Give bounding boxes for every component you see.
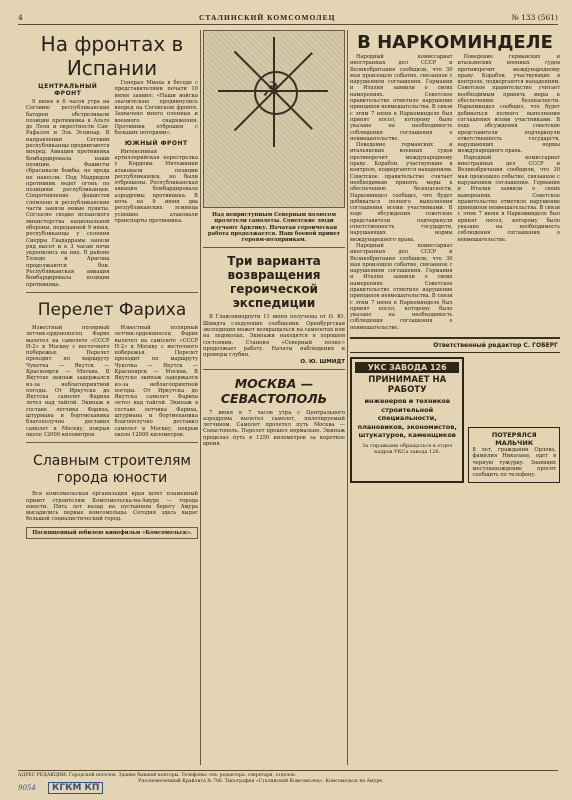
- page-number: 4: [18, 12, 23, 22]
- divider: [26, 292, 198, 293]
- illustration-caption: Над неприступным Северным полюсом пролетели самолеты. Советские люди изучают Арктику. Начатая героическая работа продолжается. Наш боевой привет героям-полярникам.: [207, 212, 341, 244]
- variants-signature: О. Ю. ШМИДТ: [300, 358, 345, 365]
- lost-notice-title: ПОТЕРЯЛСЯ МАЛЬЧИК: [491, 431, 537, 448]
- flight-text: Известный полярный летчик-орденоносец Фарих вылетел на самолете «СССР Н-2» в Москву с восточного побережья. Перелет проходит по маршруту Чукотка — Якутск — Красноярск — Москва. В Якутске экипаж задержался из-за неблагоприятной погоды. От Иркутска до Якутска самолет Фариха летел над тайгой. Экипаж в составе летчика Фариха, штурмана и бортмеханика благополучно доставил самолет в Москву, покрыв около 12000 километров.: [114, 324, 198, 438]
- front-subhead: ЦЕНТРАЛЬНЫЙ ФРОНТ: [38, 83, 98, 97]
- hiring-ad-title: УКС ЗАВОДА 126: [355, 362, 459, 373]
- narkom-text: Поведение германских и итальянских военных судов противоречит международному праву. Корабли, участвующие в контроле, подвергаются нападениям. Советское правительство считает необходимым принять меры к обеспечению безопасности. Наркоминдел сообщил, что будет добиваться полного выполнения соглашения всеми участниками. В ходе обсуждения советские представители подчеркнули ответственность государств, нарушающих нормы международного права.: [350, 142, 453, 243]
- spain-text: Генерал Миаха в беседе с представителями печати 10 июня заявил: «Наши войска значительно продвинулись вперед на Сеговском фронте. Захвачено много пленных и военного снаряжения. Противник отброшен с больших потерями».: [114, 80, 198, 137]
- front-subhead: ЮЖНЫЙ ФРОНТ: [124, 139, 188, 147]
- lost-notice-body: 8 лет, гражданин Орлова, фамилия Николаев, одет в черную тужурку. Знающих местонахождение просят сообщить по телефону.: [472, 447, 556, 479]
- column-rule: [347, 30, 348, 765]
- footer-print-info: Уполномоченный Крайлита № 786. Типография «Сталинский Комсомолец». Комсомольск на Амуре.: [138, 779, 384, 784]
- footer-address: АДРЕС РЕДАКЦИИ: Городской поселок. Здание бывшей конторы. Телефоны: отв. редактора, секретаря, отделов.: [18, 773, 297, 778]
- divider: [26, 442, 198, 443]
- hiring-ad-contact: За справками обращаться в отдел кадров УКСа завода 126.: [362, 442, 453, 455]
- archive-stamp: КГКМ КП: [48, 782, 103, 794]
- flight-article: [26, 325, 198, 438]
- spain-article: [26, 80, 198, 288]
- divider: [203, 247, 345, 248]
- variants-headline: Три варианта возвращения героической экспедиции: [227, 254, 321, 311]
- moscow-text: 7 июня в 7 часов утра с Центрального аэродрома вылетел самолет, пилотируемый летчиком. Самолет пролетел путь Москва — Севастополь. Перелет прошел нормально. Экипаж проделал путь в 1250 километров за короткое время.: [203, 409, 345, 448]
- spain-text: Интенсивная артиллерийская перестрелка у Кордовы. Мятежники атаковали позиции республиканцев, но были отброшены. Республиканская авиация бомбардировала аэродромы противника. В ночь на 9 июня два республиканских эсминца успешно атаковали транспорты противника.: [114, 148, 198, 224]
- narkom-text: Поведение германских и итальянских военных судов противоречит международному праву. Корабли, участвующие в контроле, подвергаются нападениям. Советское правительство считает необходимым принять меры к обеспечению безопасности. Наркоминдел сообщил, что будет добиваться полного выполнения соглашения всеми участниками. В ходе обсуждения советские представители подчеркнули ответственность государств, нарушающих нормы международного права.: [457, 54, 560, 155]
- narkom-article: [350, 54, 560, 331]
- hiring-ad-body: инженеров и техников строительной специальности, плановиков, экономистов, штукатуров, каменщиков: [357, 397, 457, 440]
- builders-text: Вся комсомольская организация края шлет пламенный привет строителям Комсомольска-на-Амуре — города юности. Пять лет назад на пустынном берегу Амура высадились первые комсомольцы. Сегодня здесь вырос большой социалистический город.: [26, 491, 198, 523]
- builders-headline: Славным строителям города юности: [33, 453, 191, 487]
- newspaper-name: СТАЛИНСКИЙ КОМСОМОЛЕЦ: [198, 12, 336, 22]
- spain-headline: На фронтах в Испании: [40, 32, 184, 80]
- moscow-headline: МОСКВА — СЕВАСТОПОЛЬ: [220, 375, 328, 406]
- hiring-ad-headline: ПРИНИМАЕТ НА РАБОТУ: [368, 375, 447, 396]
- page-header: [18, 10, 558, 25]
- kino-note: Посвященный юбилею кинофильм «Комсомольск».: [26, 527, 198, 539]
- right-column: [350, 30, 560, 483]
- divider: [203, 369, 345, 370]
- arctic-illustration: [203, 30, 345, 208]
- lost-boy-notice: [468, 427, 560, 482]
- narkom-headline: В НАРКОМИНДЕЛЕ: [357, 32, 553, 53]
- column-rule: [200, 30, 201, 765]
- middle-column: [203, 30, 345, 447]
- flight-text: Известный полярный летчик-орденоносец Фарих вылетел на самолете «СССР Н-2» в Москву с восточного побережья. Перелет проходит по маршруту Чукотка — Якутск — Красноярск — Москва. В Якутске экипаж задержался из-за неблагоприятной погоды. От Иркутска до Якутска самолет Фариха летел над тайгой. Экипаж в составе летчика Фариха, штурмана и бортмеханика благополучно доставил самолет в Москву, покрыв около 12000 километров.: [26, 324, 110, 438]
- ads-row: [350, 357, 560, 482]
- variants-text: В Главсевморпути 11 июня получены от О. Ю. Шмидта следующие сообщения. Оренбургская экспедиция может возвращаться на самолетах или на ледоколах. Экипажи находятся в хорошем состоянии. Станция «Северный полюс» продолжает работу. Начаты наблюдения и промеры глубин.: [203, 314, 345, 359]
- narkom-text: Народный комиссариат иностранных дел СССР и Великобритания сообщили, что 30 мая произошло событие, связанное с нарушением соглашения. Германия и Италия заявили о своих намерениях. Советское правительство отметило нарушение принципов невмешательства. В связи с этим 7 июня в Наркоминделе был принят посол, которому было указано на необходимость соблюдения соглашения о невмешательстве.: [457, 154, 560, 243]
- hiring-ad: [350, 357, 464, 482]
- hammer-sickle-icon: ☭: [262, 77, 280, 101]
- handwritten-number: 9054: [18, 784, 36, 792]
- left-column: [26, 30, 198, 539]
- flight-headline: Перелет Фариха: [37, 299, 187, 320]
- editor-line: Ответственный редактор С. ГОБЕРГ: [350, 337, 560, 353]
- issue-number: № 133 (561): [511, 12, 558, 22]
- spain-text: 9 июня в 6 часов утра на Сеговию республиканские батареи обстреливали позиции противника в Альто де Леон и окрестности Сан-Рафаэля и Эль Эспинар. В направлении Сеговии республиканцы продвигаются вперед. Авиация противника бомбардировала наши позиции. Фашисты сбрасывали бомбы, но вреда не нанесли. Под Мадридом противник ведет огонь по позициям республиканцев. Сопротивление фашистов сломлено и республиканские части заняли новые пункты. Согласно сводке испанского министерства национальной обороны, переданной 9 июня, республиканцы у селения Сиерры Гвадаррамы заняли ряд высот и к 3 часам ночи укрепились на них. В районе Толедо и Арагона продолжаются бои. Республиканская авиация бомбардировала позиции противника.: [26, 99, 110, 288]
- narkom-text: Народный комиссариат иностранных дел СССР и Великобритания сообщили, что 30 мая произошло событие, связанное с нарушением соглашения. Германия и Италия заявили о своих намерениях. Советское правительство отметило нарушение принципов невмешательства. В связи с этим 7 июня в Наркоминделе был принят посол, которому было указано на необходимость соблюдения соглашения о невмешательстве.: [350, 242, 453, 331]
- narkom-text: Народный комиссариат иностранных дел СССР и Великобритания сообщили, что 30 мая произошло событие, связанное с нарушением соглашения. Германия и Италия заявили о своих намерениях. Советское правительство отметило нарушение принципов невмешательства. В связи с этим 7 июня в Наркоминделе был принят посол, которому было указано на необходимость соблюдения соглашения о невмешательстве.: [350, 54, 453, 142]
